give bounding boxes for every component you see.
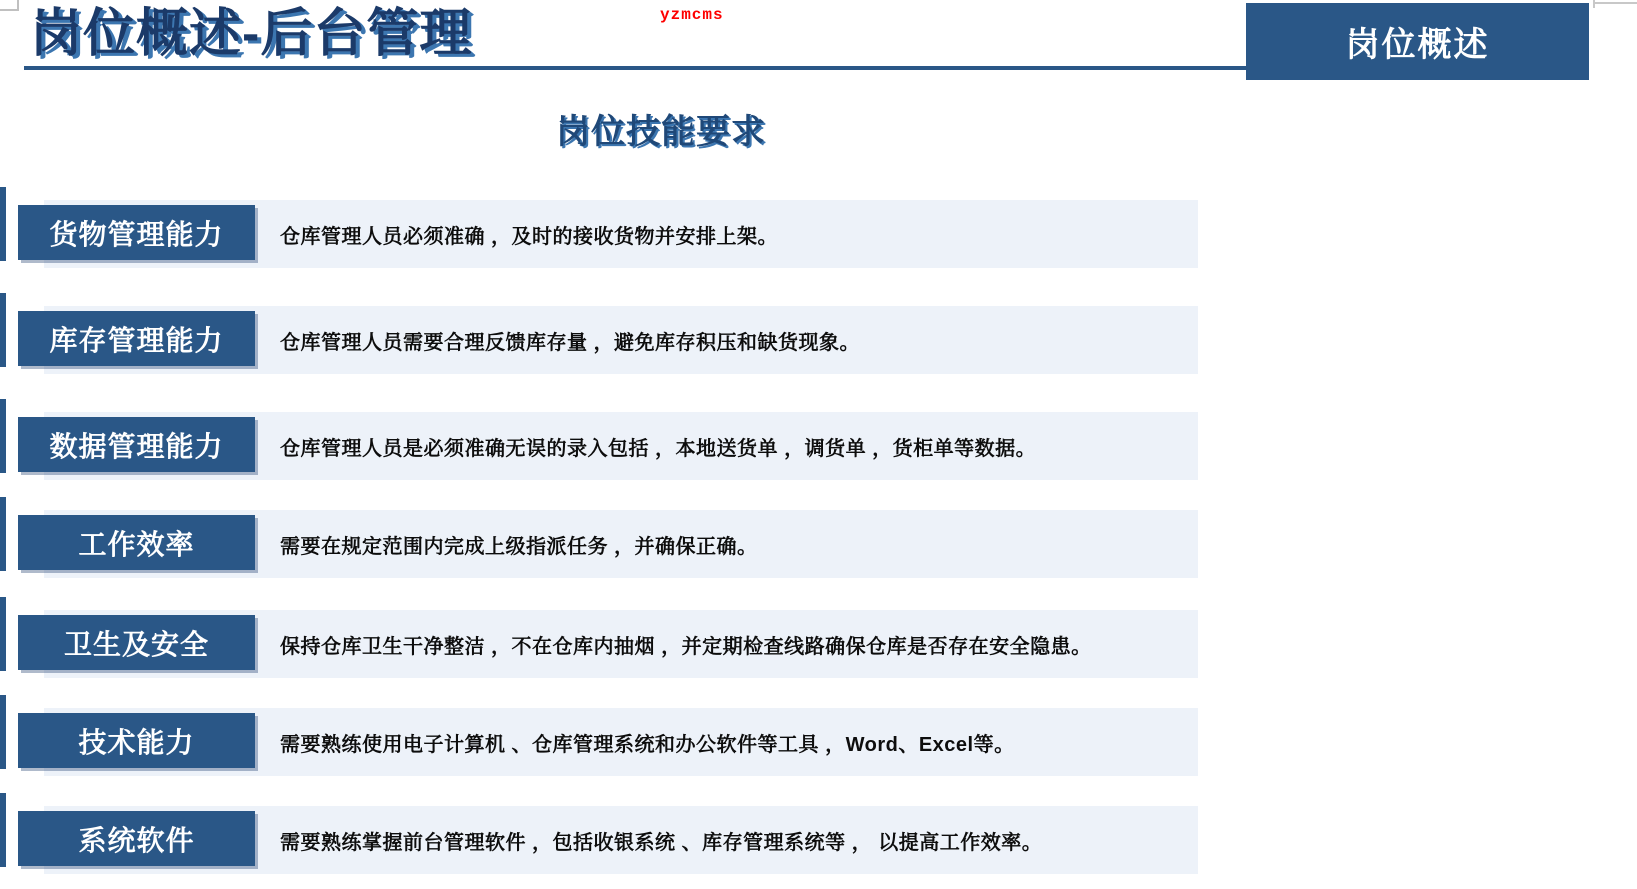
skill-row [0,412,1637,480]
corner-handle-icon [0,0,19,11]
title-underline [24,66,1246,70]
row-edge-bar [0,399,6,473]
section-tab: 岗位概述 [1246,3,1589,80]
slide-subtitle: 岗位技能要求 [556,113,766,151]
row-edge-bar [0,497,6,571]
skill-row [0,510,1637,578]
skill-row [0,200,1637,268]
watermark: yzmcms [660,6,724,24]
skill-description: 仓库管理人员是必须准确无误的录入包括 ，本地送货单 ，调货单 ，货柜单等数据。 [280,437,1037,460]
row-edge-bar [0,793,6,867]
skill-label: 工作效率 [18,515,255,570]
corner-handle-tick [1593,0,1595,8]
skill-label: 系统软件 [18,811,255,866]
skill-description: 仓库管理人员必须准确 ，及时的接收货物并安排上架。 [280,225,779,248]
skill-row [0,306,1637,374]
skill-description: 需要熟练使用电子计算机 、仓库管理系统和办公软件等工具 ，Word、Excel等。 [280,733,1015,756]
page-title: 岗位概述-后台管理 [30,5,473,63]
skill-label: 货物管理能力 [18,205,255,260]
skill-label: 卫生及安全 [18,615,255,670]
row-edge-bar [0,597,6,671]
corner-handle-line [1593,2,1637,4]
row-edge-bar [0,695,6,769]
skill-row [0,708,1637,776]
skill-row [0,806,1637,874]
skill-row [0,610,1637,678]
skill-description: 需要熟练掌握前台管理软件 ，包括收银系统 、库存管理系统等 ， 以提高工作效率。 [280,831,1043,854]
skill-label: 数据管理能力 [18,417,255,472]
skill-description: 仓库管理人员需要合理反馈库存量 ，避免库存积压和缺货现象。 [280,331,861,354]
skill-label: 技术能力 [18,713,255,768]
skill-description: 保持仓库卫生干净整洁 ，不在仓库内抽烟 ，并定期检查线路确保仓库是否存在安全隐患。 [280,635,1092,658]
skill-description: 需要在规定范围内完成上级指派任务 ，并确保正确。 [280,535,758,558]
row-edge-bar [0,293,6,367]
skill-label: 库存管理能力 [18,311,255,366]
row-edge-bar [0,187,6,261]
